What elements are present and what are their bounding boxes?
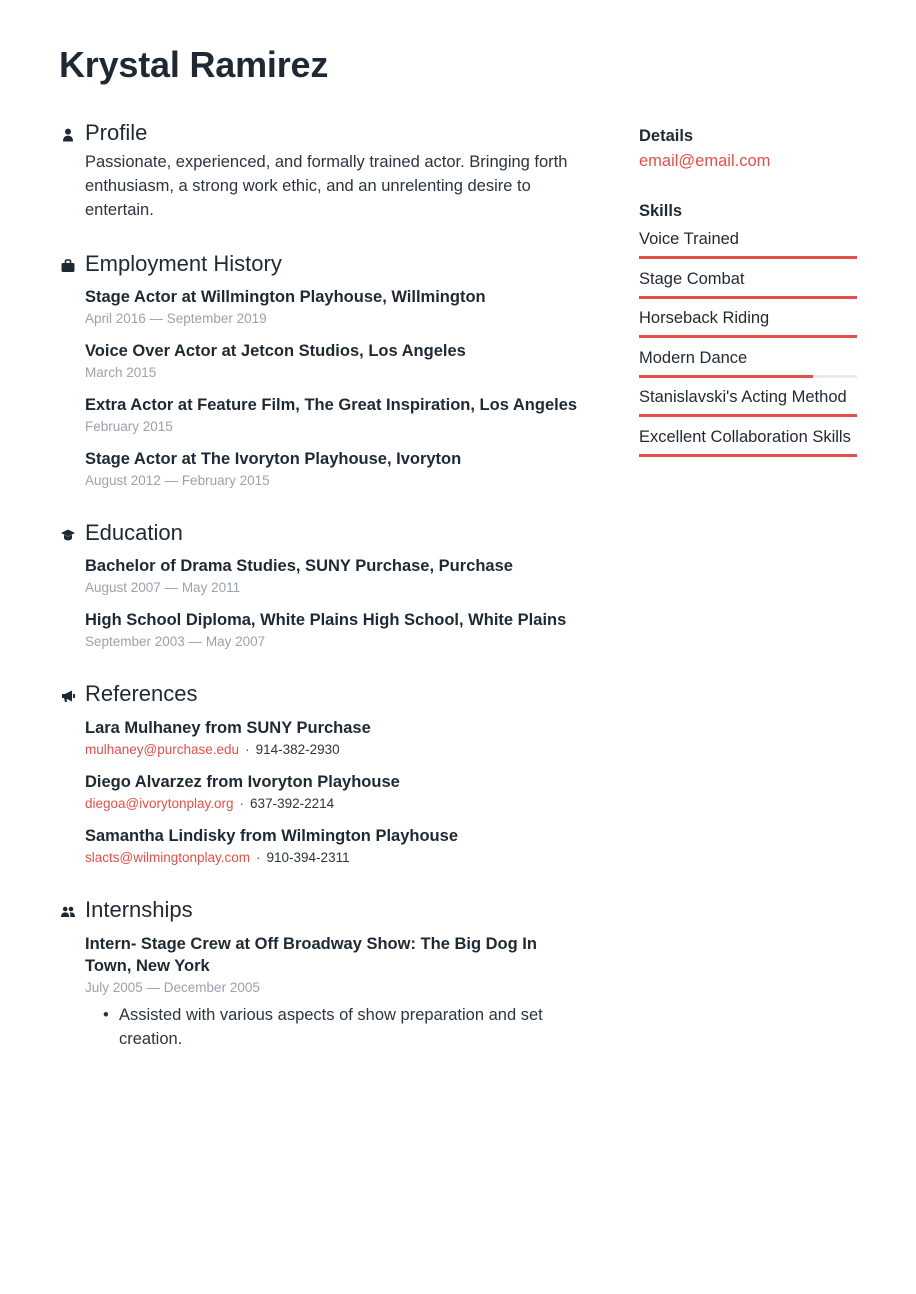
references-title: References <box>85 681 198 706</box>
reference-email-link[interactable]: diegoa@ivorytonplay.org <box>85 796 234 811</box>
profile-section <box>58 120 598 222</box>
briefcase-icon <box>60 258 76 274</box>
skill-level-bar <box>639 454 857 457</box>
employment-entry-title: Stage Actor at The Ivoryton Playhouse, Ivoryton <box>85 450 462 468</box>
employment-entry-date: August 2012 — February 2015 <box>85 473 270 488</box>
bullet-item <box>85 1003 575 1051</box>
reference-name: Lara Mulhaney from SUNY Purchase <box>85 719 371 737</box>
skill-level-fill <box>639 375 813 378</box>
skill-level-fill <box>639 256 857 259</box>
skill-level-bar <box>639 256 857 259</box>
education-entry-title: Bachelor of Drama Studies, SUNY Purchase, Purchase <box>85 557 513 575</box>
resume-name: Krystal Ramirez <box>59 44 329 85</box>
education-section <box>58 520 598 651</box>
employment-entry-title: Extra Actor at Feature Film, The Great Inspiration, Los Angeles <box>85 396 578 414</box>
references-section <box>58 681 598 867</box>
reference-entry <box>85 825 598 867</box>
profile-text: Passionate, experienced, and formally trained actor. Bringing forth enthusiasm, a strong work ethic, and an unrelenting desire to entertain. <box>85 153 568 219</box>
skill-item <box>639 346 857 386</box>
employment-entry-date: April 2016 — September 2019 <box>85 311 267 326</box>
bullet-dot: • <box>103 1006 109 1024</box>
skill-item <box>639 267 857 307</box>
reference-email-link[interactable]: mulhaney@purchase.edu <box>85 742 240 757</box>
reference-phone: 637-392-2214 <box>250 796 335 811</box>
employment-entry <box>85 394 598 436</box>
contact-separator: · <box>245 742 250 757</box>
employment-entry <box>85 286 598 328</box>
megaphone-icon <box>60 688 76 704</box>
employment-entry-title: Voice Over Actor at Jetcon Studios, Los Angeles <box>85 342 466 360</box>
contact-separator: · <box>256 850 261 865</box>
employment-entry <box>85 448 598 490</box>
employment-title: Employment History <box>85 251 282 276</box>
skill-level-fill <box>639 414 857 417</box>
internships-title: Internships <box>85 897 193 922</box>
skill-level-bar <box>639 414 857 417</box>
profile-title: Profile <box>85 120 148 145</box>
main-column <box>58 120 598 1051</box>
employment-entry <box>85 340 598 382</box>
internships-section <box>58 897 598 1051</box>
skill-item <box>639 385 857 425</box>
education-entry-title: High School Diploma, White Plains High School, White Plains <box>85 611 567 629</box>
internship-entry <box>85 933 598 1051</box>
education-title: Education <box>85 520 183 545</box>
employment-entry-title: Stage Actor at Willmington Playhouse, Willmington <box>85 288 486 306</box>
skills-list <box>639 227 857 465</box>
reference-entry <box>85 771 598 813</box>
skill-name: Stanislavski's Acting Method <box>639 388 847 407</box>
reference-name: Diego Alvarzez from Ivoryton Playhouse <box>85 773 400 791</box>
education-entry <box>85 555 598 597</box>
internship-bullets <box>85 1003 598 1051</box>
skill-name: Voice Trained <box>639 230 739 248</box>
skill-name: Excellent Collaboration Skills <box>639 427 851 446</box>
internship-entry-date: July 2005 — December 2005 <box>85 980 260 995</box>
reference-email-link[interactable]: slacts@wilmingtonplay.com <box>85 850 251 865</box>
skills-title: Skills <box>639 202 683 220</box>
skill-level-bar <box>639 335 857 338</box>
skill-item <box>639 227 857 267</box>
internship-entry-title: Intern- Stage Crew at Off Broadway Show: The Big Dog In Town, New York <box>85 935 537 975</box>
employment-section <box>58 251 598 490</box>
employment-entry-date: February 2015 <box>85 419 173 434</box>
reference-entry <box>85 717 598 759</box>
skill-level-bar <box>639 296 857 299</box>
skill-level-fill <box>639 454 857 457</box>
skill-level-fill <box>639 335 857 338</box>
sidebar <box>639 124 857 465</box>
skill-level-fill <box>639 296 857 299</box>
reference-phone: 914-382-2930 <box>255 742 340 757</box>
bullet-text: Assisted with various aspects of show preparation and set creation. <box>119 1006 543 1048</box>
graduation-cap-icon <box>60 527 76 543</box>
skill-item <box>639 306 857 346</box>
skill-name: Stage Combat <box>639 269 745 288</box>
person-icon <box>60 127 76 143</box>
skill-item <box>639 425 857 465</box>
education-entry <box>85 609 598 651</box>
contact-separator: · <box>239 796 245 811</box>
education-entry-date: September 2003 — May 2007 <box>85 634 266 649</box>
reference-phone: 910-394-2311 <box>266 850 350 865</box>
details-email-link[interactable]: email@email.com <box>639 152 771 170</box>
reference-name: Samantha Lindisky from Wilmington Playhouse <box>85 827 458 845</box>
details-title: Details <box>639 127 694 145</box>
skill-name: Modern Dance <box>639 348 748 367</box>
skill-name: Horseback Riding <box>639 309 770 328</box>
people-icon <box>60 904 76 920</box>
education-entry-date: August 2007 — May 2011 <box>85 580 241 595</box>
skill-level-bar <box>639 375 857 378</box>
employment-entry-date: March 2015 <box>85 365 157 380</box>
